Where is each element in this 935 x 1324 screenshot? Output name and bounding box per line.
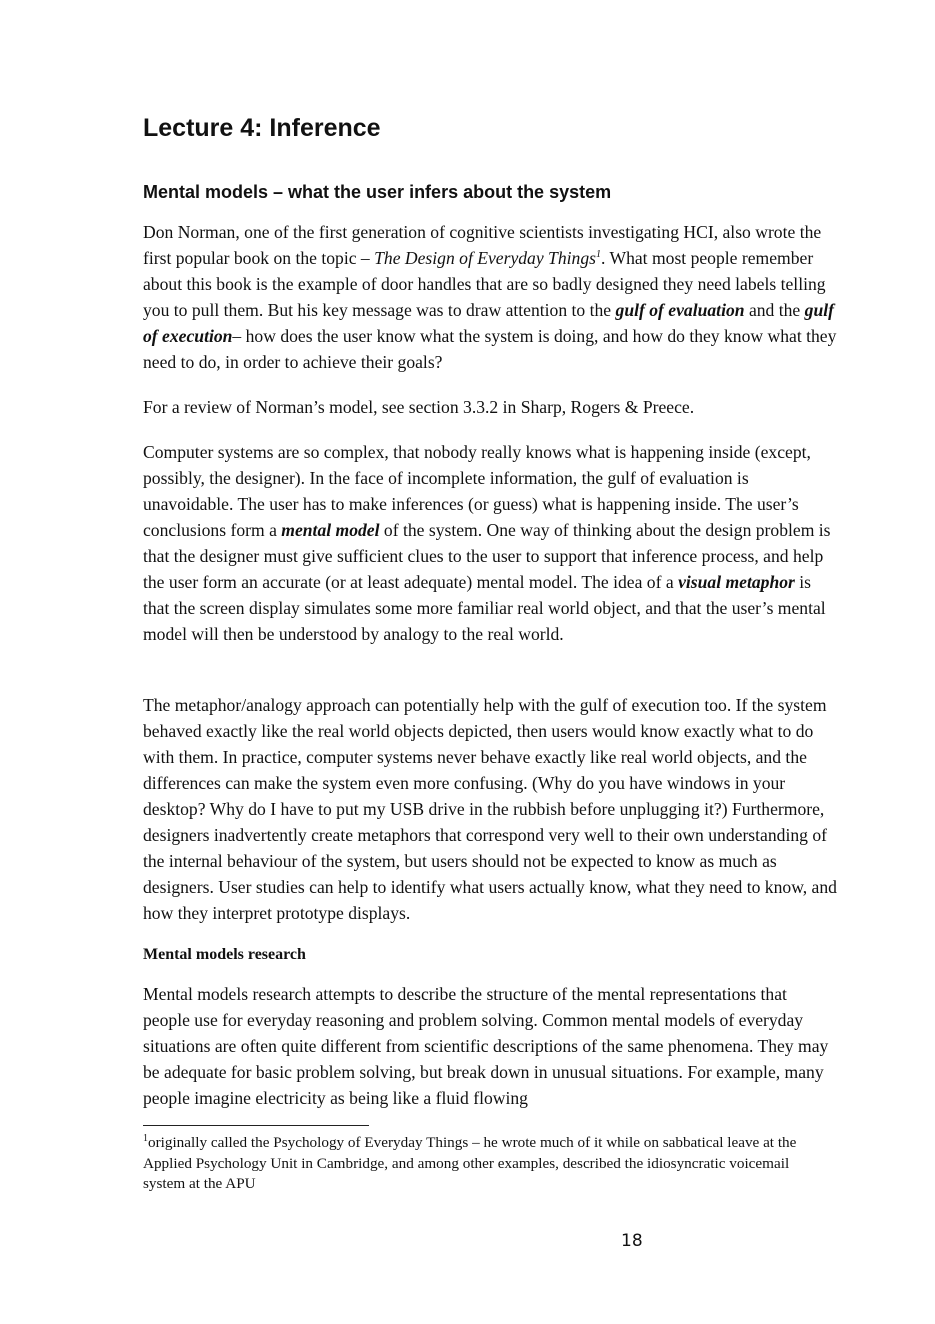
para3-text-1: Computer systems are so complex, that nobody really knows what is happening inside (except, possibly, the designer). In the face of incomplete information, the gulf of evaluation is unavoidable. The user has to make inferences (or guess) what is happening inside. The user’s conclusions form a xyxy=(143,442,811,540)
footnote-text: originally called the Psychology of Everyday Things – he wrote much of it while on sabbatical leave at the Applied Psychology Unit in Cambridge, and among other examples, described the idiosyncratic voicemail system at the APU xyxy=(143,1134,797,1192)
para1-text-4: – how does the user know what the system is doing, and how do they know what they need to do, in order to achieve their goals? xyxy=(143,326,837,372)
research-text: Mental models research attempts to describe the structure of the mental representations that people use for everyday reasoning and problem solving. Common mental models of everyday situations are often quite different from scientific descriptions of the same phenomena. They may be adequate for basic problem solving, but break down in unusual situations. For example, many people imagine electricity as being like a fluid flowing xyxy=(143,984,829,1108)
para3-text-3: is that the screen display simulates some more familiar real world object, and that the user’s mental model will then be understood by analogy to the real world. xyxy=(143,572,826,644)
page-title: Lecture 4: Inference xyxy=(143,114,381,142)
metaphor-text: The metaphor/analogy approach can potentially help with the gulf of execution too. If the system behaved exactly like the real world objects depicted, then users would know exactly what to do with them. In practice, computer systems never behave exactly like real world objects, and the differences can make the system even more confusing. (Why do you have windows in your desktop? Why do I have to put my USB drive in the rubbish before unplugging it?) Furthermore, designers inadvertently create metaphors that correspond very well to their own understanding of the internal behaviour of the system, but users should not be expected to know as much as designers. User studies can help to identify what users actually know, what they need to know, and how they interpret prototype displays. xyxy=(143,695,837,923)
paragraph-research xyxy=(143,981,837,1111)
term-visual-metaphor: visual metaphor xyxy=(678,572,795,592)
footnote-divider xyxy=(143,1125,369,1126)
book-title: The Design of Everyday Things xyxy=(374,248,596,268)
para1-text-2: . What most people remember about this book is the example of door handles that are so badly designed they need labels telling you to pull them. But his key message was to draw attention to the xyxy=(143,248,826,320)
footnote-reference[interactable]: 1 xyxy=(595,249,601,261)
paragraph-norman xyxy=(143,219,837,375)
para3-text-2: of the system. One way of thinking about the design problem is that the designer must give sufficient clues to the user to support that inference process, and help the user form an accurate (or at least adequate) mental model. The idea of a xyxy=(143,520,831,592)
paragraph-review xyxy=(143,394,837,420)
page-number: 18 xyxy=(621,1231,643,1251)
para1-text-1: Don Norman, one of the first generation of cognitive scientists investigating HCI, also wrote the first popular book on the topic – xyxy=(143,222,822,268)
paragraph-metaphor xyxy=(143,692,837,926)
footnote-marker: 1 xyxy=(143,1132,148,1144)
term-gulf-of-evaluation: gulf of evaluation xyxy=(615,300,745,320)
review-text: For a review of Norman’s model, see section 3.3.2 in Sharp, Rogers & Preece. xyxy=(143,397,695,417)
term-gulf-of-execution: gulf of execution xyxy=(143,300,834,346)
footnote xyxy=(143,1133,823,1195)
subheading-research: Mental models research xyxy=(143,946,306,963)
section-heading: Mental models – what the user infers about the system xyxy=(143,182,612,202)
para1-text-3: and the xyxy=(744,300,805,320)
term-mental-model: mental model xyxy=(281,520,380,540)
paragraph-mental-model xyxy=(143,439,837,647)
